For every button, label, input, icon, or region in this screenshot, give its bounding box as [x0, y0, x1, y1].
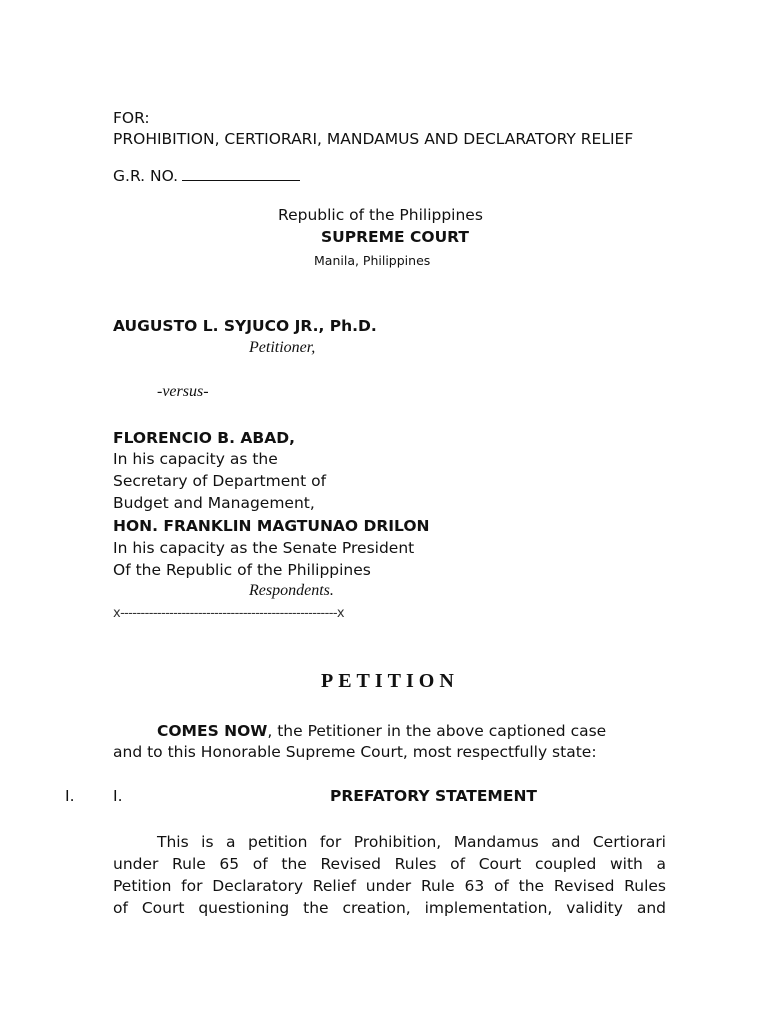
respondent-1-capacity-2: Secretary of Department of [113, 472, 327, 490]
section-outer-number: I. [65, 787, 75, 805]
gr-number [113, 165, 300, 187]
court-location: Manila, Philippines [314, 253, 431, 268]
intro-line-1-rest: , the Petitioner in the above captioned case [267, 722, 607, 740]
for-label: FOR: [113, 109, 150, 127]
prefatory-paragraph [113, 831, 666, 919]
gr-number-blank [182, 166, 300, 181]
respondent-1-name: FLORENCIO B. ABAD, [113, 429, 295, 447]
respondent-2-capacity-1: In his capacity as the Senate President [113, 539, 415, 557]
document-title: PETITION [321, 670, 459, 692]
respondents-role: Respondents. [249, 582, 334, 599]
nature-of-action: PROHIBITION, CERTIORARI, MANDAMUS AND DECLARATORY RELIEF [113, 130, 634, 148]
intro-lead: COMES NOW [157, 722, 268, 740]
respondent-2-capacity-2: Of the Republic of the Philippines [113, 561, 371, 579]
court-name: SUPREME COURT [321, 228, 469, 246]
court-republic: Republic of the Philippines [278, 206, 483, 224]
section-heading: PREFATORY STATEMENT [330, 787, 537, 805]
body-line-2: under Rule 65 of the Revised Rules of Court coupled with a [113, 855, 666, 873]
intro-line-1 [157, 720, 606, 742]
caption-divider: x-----------------------------------------------------x [113, 606, 345, 621]
body-line-1: This is a petition for Prohibition, Mandamus and Certiorari [157, 833, 666, 851]
body-line-4: of Court questioning the creation, implementation, validity and [113, 899, 666, 917]
versus-label: -versus- [157, 383, 209, 400]
respondent-2-name: HON. FRANKLIN MAGTUNAO DRILON [113, 517, 430, 535]
respondent-1-capacity-1: In his capacity as the [113, 450, 278, 468]
petitioner-role: Petitioner, [249, 339, 316, 356]
petitioner-name: AUGUSTO L. SYJUCO JR., Ph.D. [113, 317, 377, 335]
gr-number-label: G.R. NO. [113, 167, 179, 185]
body-line-3: Petition for Declaratory Relief under Rule 63 of the Revised Rules [113, 877, 666, 895]
intro-line-2: and to this Honorable Supreme Court, most respectfully state: [113, 743, 597, 761]
respondent-1-capacity-3: Budget and Management, [113, 494, 315, 512]
section-inner-number: I. [113, 787, 123, 805]
